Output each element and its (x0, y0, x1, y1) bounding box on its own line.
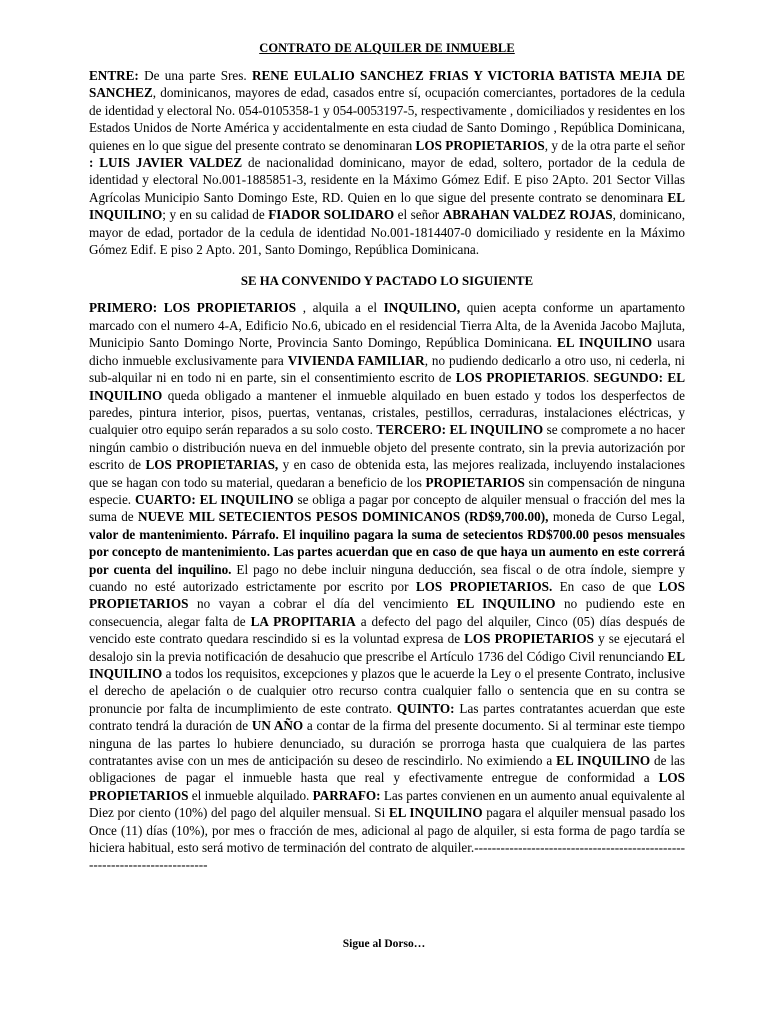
text-run: , no pudiendo dedicarlo a otro uso, ni cederla, ni sub-alquilar ni en todo ni en parte, sin el consentimiento escrito de (89, 352, 686, 386)
text-run: moneda de Curso Legal, (548, 509, 685, 525)
text-run: , alquila a el (296, 300, 384, 316)
bold-text-run: LOS PROPIETARIOS (89, 578, 685, 612)
text-run: En caso de que (552, 578, 659, 594)
bold-text-run: CUARTO: EL INQUILINO (134, 491, 294, 507)
intro-paragraph (89, 67, 685, 258)
text-run: se compromete a no hacer ningún cambio o distribución nueva en del inmueble objeto del presente contrato, sin la previa autorización por escrito de (89, 422, 686, 473)
bold-text-run: LOS PROPIETARIOS. (415, 578, 553, 594)
text-run: y se ejecutará el desalojo sin la previa notificación de desahucio que prescribe el Artículo 1736 del Código Civil renunciando (89, 631, 685, 664)
bold-text-run: LOS PROPIETARIOS (464, 631, 594, 647)
bold-text-run: EL INQUILINO (388, 805, 483, 821)
text-run: de las obligaciones de pagar el inmueble hasta que real y efectivamente entregue de conformidad a (89, 753, 685, 786)
text-run: ; y en su calidad de (162, 207, 269, 223)
bold-text-run: LA PROPITARIA (250, 613, 356, 629)
bold-text-run: PRIMERO: LOS PROPIETARIOS (89, 300, 297, 316)
bold-text-run: QUINTO: (396, 700, 455, 716)
bold-text-run: PARRAFO: (312, 787, 381, 803)
bold-text-run: VIVIENDA FAMILIAR (287, 352, 425, 368)
bold-text-run: RENE EULALIO SANCHEZ FRIAS Y VICTORIA BATISTA MEJIA DE SANCHEZ (89, 68, 686, 101)
bold-text-run: TERCERO: EL INQUILINO (376, 422, 544, 438)
bold-text-run: EL INQUILINO (456, 596, 556, 612)
text-run: el señor (394, 207, 443, 223)
text-run: usara dicho inmueble exclusivamente para (89, 335, 685, 368)
text-run: a todos los requisitos, excepciones y plazos que le acuerde la Ley o el presente Contrato, inclusive el derecho de apelación o de cualquier otro recurso contra cualquier fallo o sentencia que en su contra se pronuncie por falta de incumplimiento de este contrato. (89, 666, 685, 716)
text-run: Las partes contratantes acuerdan que este contrato tendrá la duración de (89, 700, 685, 734)
bold-text-run: FIADOR SOLIDARO (268, 207, 395, 223)
bold-text-run: LOS PROPIETARIOS (415, 137, 545, 153)
text-run: El pago no debe incluir ninguna deducción, sea fiscal o de otra índole, siempre y cuando no esté autorizado estrictamente por escrito por (89, 561, 685, 594)
text-run: a defecto del pago del alquiler, Cinco (05) días después de vencido este contrato quedara rescindido si es la voluntad expresa de (89, 613, 686, 647)
text-run: pagara el alquiler mensual pasado los Once (11) días (10%), por mes o fracción de mes, adicional al pago de alquiler, si esta forma de pago tardía se hiciera habitual, esto será motivo de terminación del contrato de alquiler.--------------------------------------------------------------------------- (89, 805, 686, 873)
bold-text-run: EL INQUILINO (89, 189, 685, 223)
bold-text-run: ABRAHAN VALDEZ ROJAS (442, 207, 613, 223)
text-run: se obliga a pagar por concepto de alquiler mensual o fracción del mes la suma de (89, 491, 685, 525)
document-title: CONTRATO DE ALQUILER DE INMUEBLE (259, 41, 515, 55)
section-heading: SE HA CONVENIDO Y PACTADO LO SIGUIENTE (240, 274, 534, 289)
bold-text-run: PROPIETARIOS (425, 474, 525, 490)
bold-text-run: SEGUNDO: EL INQUILINO (89, 370, 686, 403)
text-run: de nacionalidad dominicano, mayor de edad, soltero, portador de la cedula de identidad y electoral No.001-1885851-3, residente en la Máximo Gómez Edif. E piso 2Apto. 201 Sector Villas Agrícolas Municipio Santo Domingo Este, RD. Quien en lo que sigue del presente contrato se denominara (89, 155, 685, 205)
text-run: De una parte Sres. (138, 68, 252, 83)
text-run: queda obligado a mantener el inmueble alquilado en buen estado y todos los desperfectos de paredes, pintura interior, pisos, puertas, ventanas, cristales, pestillos, cerraduras, instalaciones eléctricas, y cualquier otro equipo serán reparados a su solo costo. (89, 387, 685, 438)
bold-text-run: EL INQUILINO (89, 648, 685, 681)
bold-text-run: valor de mantenimiento. Párrafo. El inquilino pagara la suma de setecientos RD$700.00 pesos mensuales por concepto de mantenimiento. Las partes acuerdan que en caso de que haya un aumento en este correrá por cuenta del inquilino. (89, 526, 685, 577)
bold-text-run: EL INQUILINO (557, 335, 653, 351)
bold-text-run: INQUILINO, (383, 300, 461, 316)
text-run: no vayan a cobrar el día del vencimiento (188, 596, 457, 612)
bold-text-run: LOS PROPIETARIAS, (145, 457, 279, 473)
bold-text-run: EL INQUILINO (556, 753, 651, 769)
bold-text-run: LOS PROPIETARIOS (455, 370, 586, 386)
bold-text-run: ENTRE: (89, 68, 139, 83)
text-run: quien acepta conforme un apartamento marcado con el numero 4-A, Edificio No.6, ubicado en el residencial Tierra Alta, de la Avenida Jacobo Majluta, Municipio Santo Domingo Norte, Provincia Santo Domingo, República Dominicana. (89, 300, 685, 351)
text-run: el inmueble alquilado. (188, 787, 313, 803)
text-run: sin compensación de ninguna especie. (89, 474, 685, 507)
text-run: , dominicanos, mayores de edad, casados entre sí, ocupación comerciantes, portadores de la cedula de identidad y electoral No. 054-0105358-1 y 054-0053197-5, respectivamente , domiciliados y residentes en los Estados Unidos de Norte América y accidentalmente en esta ciudad de Santo Domingo , República Dominicana, quienes en lo que sigue del presente contrato se denominaran (89, 85, 685, 153)
bold-text-run: UN AÑO (251, 718, 304, 734)
bold-text-run: LOS PROPIETARIOS (89, 770, 685, 803)
text-run: , dominicano, mayor de edad, portador de la cedula de identidad No.001-1814407-0 domiciliado y residente en la Máximo Gómez Edif. E piso 2 Apto. 201, Santo Domingo, República Dominicana. (89, 207, 685, 258)
text-run: y en caso de obtenida esta, las mejores realizada, incluyendo instalaciones que se hagan con todo su material, quedaran a beneficio de los (89, 457, 685, 490)
text-run: a contar de la firma del presente documento. Si al terminar este tiempo ninguna de las partes lo hubiere denunciado, su duración se prorroga hasta que cualquiera de las partes contratantes avise con un mes de anticipación su deseo de rescindirlo. No eximiendo a (89, 718, 686, 769)
bold-text-run: : LUIS JAVIER VALDEZ (89, 155, 243, 171)
continued-footer: Sigue al Dorso… (342, 938, 426, 950)
clauses-paragraph (89, 299, 685, 873)
text-run: Las partes convienen en un aumento anual equivalente al Diez por ciento (10%) del pago del alquiler mensual. Si (89, 787, 685, 821)
text-run: no pudiendo este en consecuencia, alegar falta de (89, 596, 685, 629)
text-run: . (585, 370, 594, 386)
bold-text-run: NUEVE MIL SETECIENTOS PESOS DOMINICANOS (RD$9,700.00), (138, 509, 549, 525)
text-run: , y de la otra parte el señor (544, 137, 685, 153)
